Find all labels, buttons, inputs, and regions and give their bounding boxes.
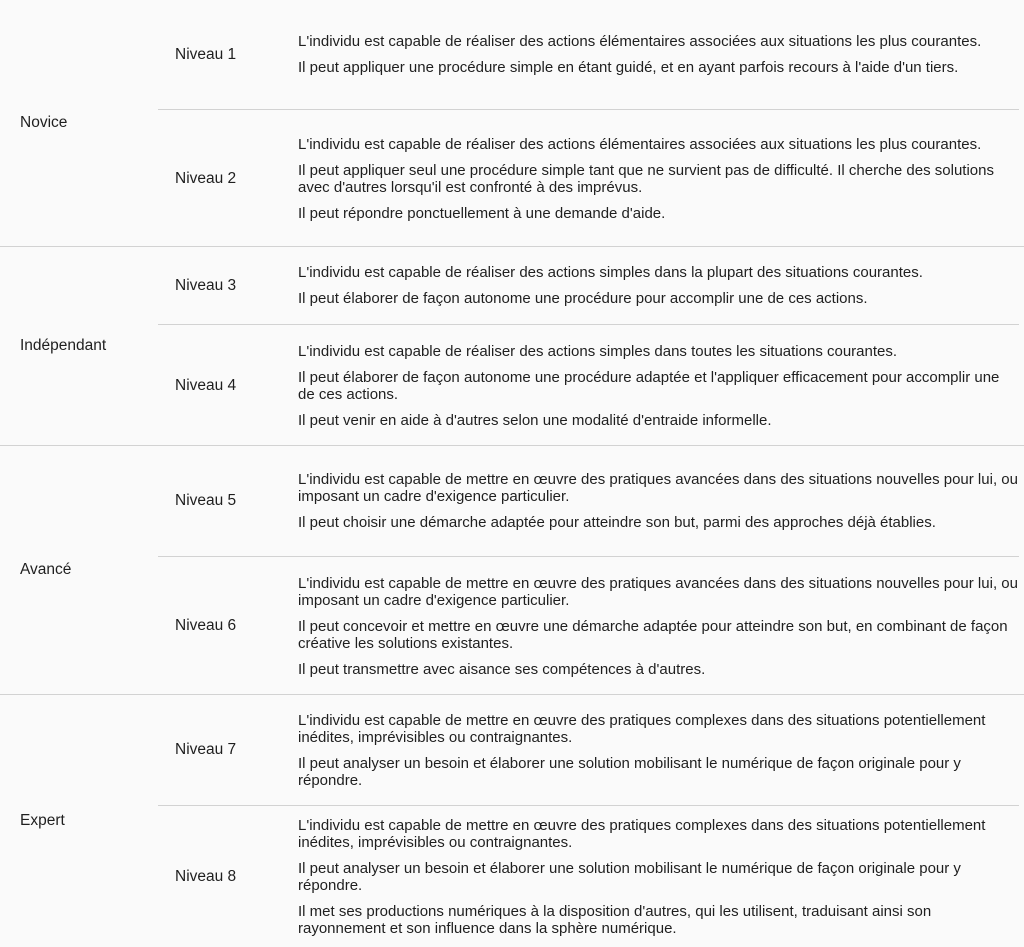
description-line: Il peut transmettre avec aisance ses compétences à d'autres. (298, 660, 706, 678)
level-description (298, 695, 1019, 805)
description-line: Il peut analyser un besoin et élaborer une solution mobilisant le numérique de façon originale pour y répondre. (298, 859, 961, 894)
group-novice (0, 0, 1024, 247)
group-expert (0, 695, 1024, 947)
level-description (298, 0, 1019, 109)
description-line: L'individu est capable de mettre en œuvre des pratiques complexes dans des situations potentiellement inédites, imprévisibles ou contraignantes. (298, 816, 986, 851)
category-label: Avancé (20, 561, 72, 578)
level-row (158, 110, 1019, 247)
description-line: L'individu est capable de mettre en œuvre des pratiques complexes dans des situations potentiellement inédites, imprévisibles ou contraignantes. (298, 711, 986, 746)
description-line: L'individu est capable de réaliser des actions simples dans la plupart des situations courantes. (298, 264, 923, 281)
level-description (298, 247, 1019, 324)
level-label: Niveau 1 (175, 45, 237, 63)
description-line: Il peut élaborer de façon autonome une procédure pour accomplir une de ces actions. (298, 290, 868, 307)
description-line: Il met ses productions numériques à la disposition d'autres, qui les utilisent, traduisant ainsi son rayonnement et son influence dans la sphère numérique. (298, 902, 932, 937)
level-row (158, 247, 1019, 325)
category-label: Novice (20, 114, 68, 131)
level-label: Niveau 6 (175, 617, 237, 634)
level-label: Niveau 8 (175, 867, 237, 885)
level-label: Niveau 7 (175, 741, 237, 758)
description-line: Il peut répondre ponctuellement à une demande d'aide. (298, 204, 666, 222)
description-line: Il peut appliquer seul une procédure simple tant que ne survient pas de difficulté. Il cherche des solutions avec d'autres lorsqu'il est confronté à des imprévus. (298, 161, 994, 196)
description-line: Il peut analyser un besoin et élaborer une solution mobilisant le numérique de façon originale pour y répondre. (298, 754, 961, 789)
level-description (298, 557, 1019, 695)
description-line: L'individu est capable de réaliser des actions simples dans toutes les situations courantes. (298, 342, 898, 360)
level-row (158, 695, 1019, 806)
group-avance (0, 446, 1024, 695)
description-line: L'individu est capable de mettre en œuvre des pratiques avancées dans des situations nouvelles pour lui, ou imposant un cadre d'exigence particulier. (298, 574, 1018, 609)
level-row (158, 446, 1019, 557)
level-row (158, 806, 1019, 947)
level-label: Niveau 5 (175, 492, 237, 509)
level-row (158, 325, 1019, 446)
description-line: L'individu est capable de réaliser des actions élémentaires associées aux situations les plus courantes. (298, 135, 982, 153)
category-label: Expert (20, 812, 65, 829)
level-label: Niveau 2 (175, 169, 237, 187)
level-row (158, 0, 1019, 110)
description-line: L'individu est capable de réaliser des actions élémentaires associées aux situations les plus courantes. (298, 33, 982, 50)
level-description (298, 325, 1019, 446)
description-line: Il peut appliquer une procédure simple en étant guidé, et en ayant parfois recours à l'aide d'un tiers. (298, 59, 959, 76)
group-independant (0, 247, 1024, 446)
description-line: Il peut venir en aide à d'autres selon une modalité d'entraide informelle. (298, 411, 772, 429)
level-label: Niveau 3 (175, 276, 237, 294)
description-line: L'individu est capable de mettre en œuvre des pratiques avancées dans des situations nouvelles pour lui, ou imposant un cadre d'exigence particulier. (298, 471, 1018, 505)
description-line: Il peut choisir une démarche adaptée pour atteindre son but, parmi des approches déjà établies. (298, 514, 936, 531)
description-line: Il peut concevoir et mettre en œuvre une démarche adaptée pour atteindre son but, en combinant de façon créative les solutions existantes. (298, 617, 1008, 652)
level-row (158, 557, 1019, 695)
level-label: Niveau 4 (175, 376, 237, 394)
category-label: Indépendant (20, 337, 107, 354)
level-description (298, 806, 1019, 947)
level-description (298, 446, 1019, 556)
level-description (298, 110, 1019, 247)
description-line: Il peut élaborer de façon autonome une procédure adaptée et l'appliquer efficacement pour accomplir une de ces actions. (298, 368, 1000, 403)
